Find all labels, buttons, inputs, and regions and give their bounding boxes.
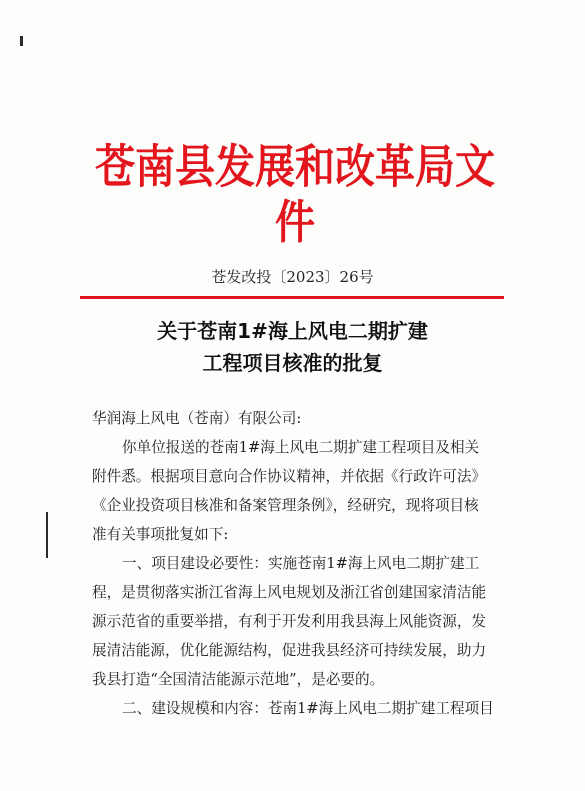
body-line: 你单位报送的苍南1#海上风电二期扩建工程项目及相关 — [122, 439, 480, 456]
document-title-line-1: 关于苍南1#海上风电二期扩建 — [157, 319, 428, 343]
document-body — [92, 404, 512, 723]
document-masthead: 苍南县发展和改革局文件 — [95, 141, 495, 250]
scan-edge-mark — [20, 36, 23, 46]
body-line: 我县打造“全国清洁能源示范地”，是必要的。 — [92, 671, 385, 688]
body-line: 一、项目建设必要性：实施苍南1#海上风电二期扩建工 — [122, 555, 480, 572]
body-line: 程，是贯彻落实浙江省海上风电规划及浙江省创建国家清洁能 — [92, 584, 487, 601]
body-line: 二、建设规模和内容：苍南1#海上风电二期扩建工程项目 — [122, 700, 494, 717]
body-line: 展清洁能源，优化能源结构，促进我县经济可持续发展，助力 — [92, 642, 487, 659]
document-number: 苍发改投〔2023〕26号 — [211, 268, 374, 286]
scan-binding-mark — [46, 512, 48, 558]
addressee: 华润海上风电（苍南）有限公司: — [92, 410, 302, 427]
red-separator-line — [80, 296, 504, 299]
body-line: 附件悉。根据项目意向合作协议精神，并依据《行政许可法》 — [92, 468, 487, 485]
body-line: 源示范省的重要举措，有利于开发利用我县海上风能资源，发 — [92, 613, 487, 630]
document-title-line-2: 工程项目核准的批复 — [202, 351, 383, 375]
body-line: 准有关事项批复如下: — [92, 526, 229, 543]
body-line: 《企业投资项目核准和备案管理条例》，经研究，现将项目核 — [92, 497, 479, 514]
